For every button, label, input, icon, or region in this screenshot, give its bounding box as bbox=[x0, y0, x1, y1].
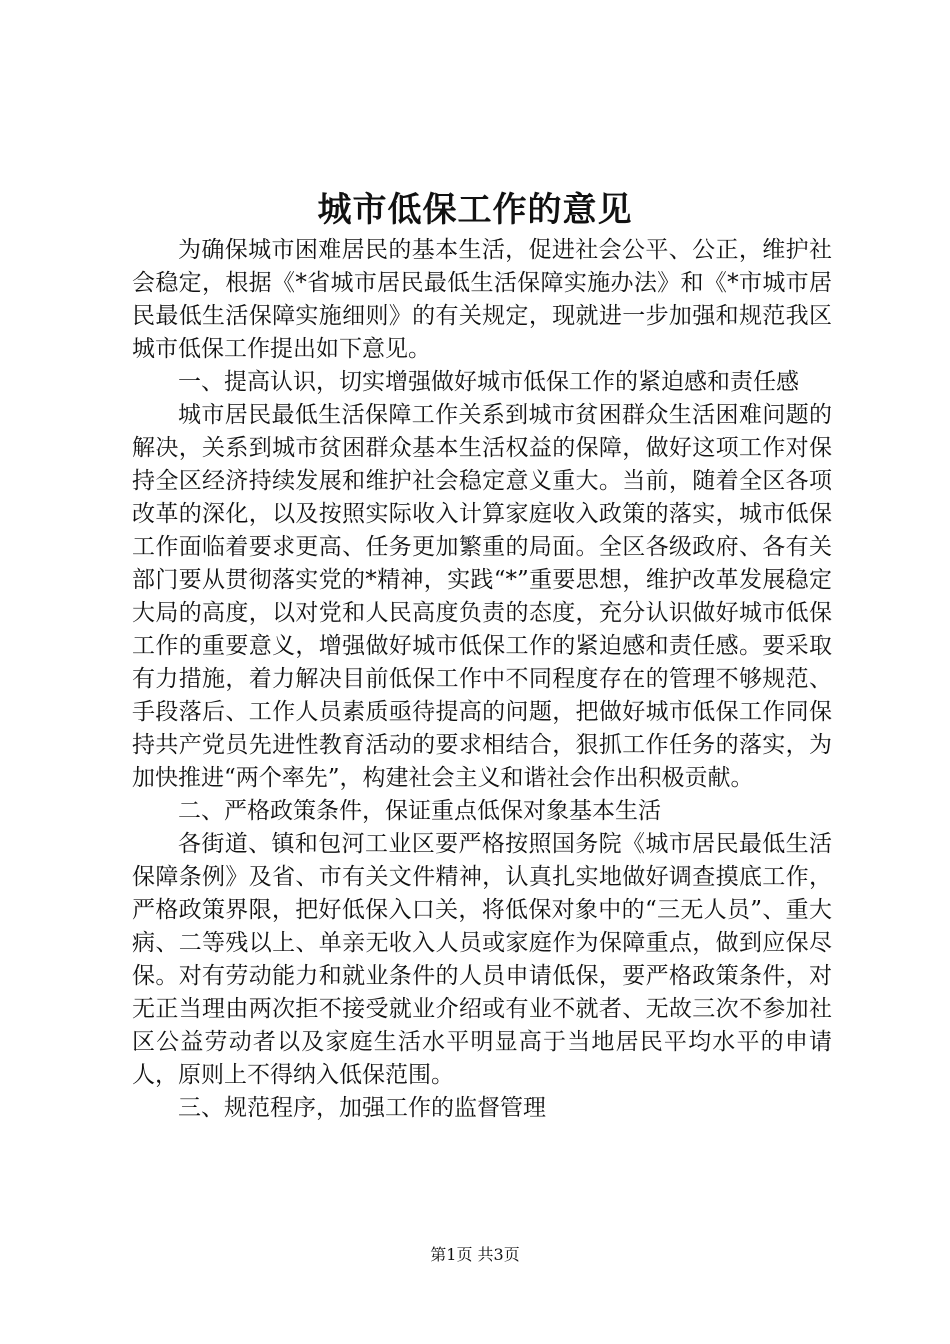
paragraph-section-2: 各街道、镇和包河工业区要严格按照国务院《城市居民最低生活保障条例》及省、市有关文件精神，认真扎实地做好调查摸底工作，严格政策界限，把好低保入口关，将低保对象中的“三无人员”、重大病、二等残以上、单亲无收入人员或家庭作为保障重点，做到应保尽保。对有劳动能力和就业条件的人员申请低保，要严格政策条件，对无正当理由两次拒不接受就业介绍或有业不就者、无故三次不参加社区公益劳动者以及家庭生活水平明显高于当地居民平均水平的申请人，原则上不得纳入低保范围。 bbox=[132, 831, 832, 1088]
document-title: 城市低保工作的意见 bbox=[317, 190, 633, 230]
section-heading-1: 一、提高认识，切实增强做好城市低保工作的紧迫感和责任感 bbox=[178, 369, 799, 395]
page-number-footer: 第1页 共3页 bbox=[430, 1245, 520, 1264]
paragraph-intro: 为确保城市困难居民的基本生活，促进社会公平、公正，维护社会稳定，根据《*省城市居民最低生活保障实施办法》和《*市城市居民最低生活保障实施细则》的有关规定，现就进一步加强和规范我区城市低保工作提出如下意见。 bbox=[132, 237, 832, 362]
document-body bbox=[132, 234, 832, 1125]
paragraph-section-1: 城市居民最低生活保障工作关系到城市贫困群众生活困难问题的解决，关系到城市贫困群众基本生活权益的保障，做好这项工作对保持全区经济持续发展和维护社会稳定意义重大。当前，随着全区各项改革的深化，以及按照实际收入计算家庭收入政策的落实，城市低保工作面临着要求更高、任务更加繁重的局面。全区各级政府、各有关部门要从贯彻落实党的*精神，实践“*”重要思想，维护改革发展稳定大局的高度，以对党和人民高度负责的态度，充分认识做好城市低保工作的重要意义，增强做好城市低保工作的紧迫感和责任感。要采取有力措施，着力解决目前低保工作中不同程度存在的管理不够规范、手段落后、工作人员素质亟待提高的问题，把做好城市低保工作同保持共产党员先进性教育活动的要求相结合，狠抓工作任务的落实，为加快推进“两个率先”，构建社会主义和谐社会作出积极贡献。 bbox=[132, 402, 832, 791]
section-heading-2: 二、严格政策条件，保证重点低保对象基本生活 bbox=[178, 798, 661, 824]
section-heading-3: 三、规范程序，加强工作的监督管理 bbox=[178, 1095, 546, 1121]
